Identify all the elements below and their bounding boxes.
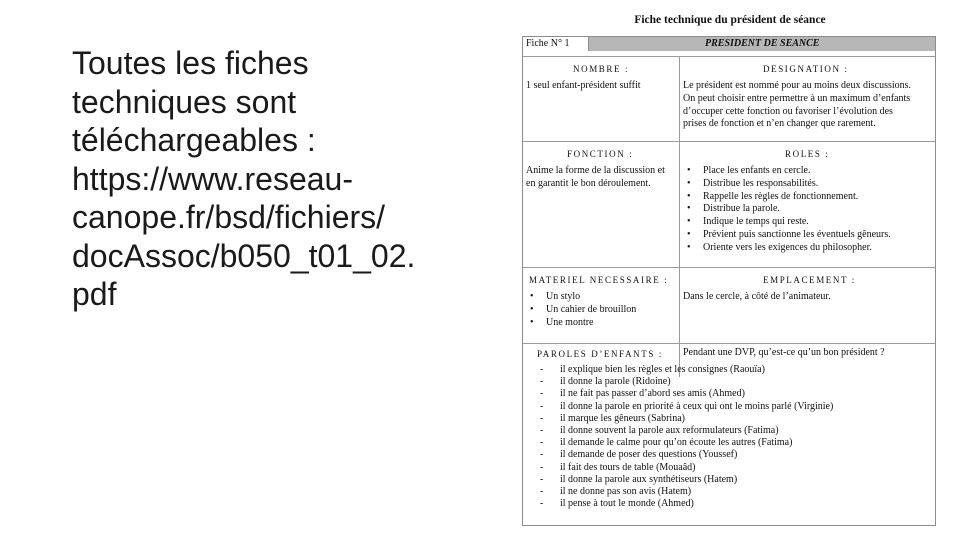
- list-item: • Rappelle les règles de fonctionnement.: [687, 190, 859, 202]
- list-item: - il donne la parole (Ridoine): [540, 376, 671, 388]
- dash-icon: -: [540, 437, 544, 449]
- nombre-header: NOMBRE :: [573, 64, 630, 74]
- fonction-header: FONCTION :: [567, 149, 634, 159]
- bullet-icon: •: [530, 303, 534, 315]
- bullet-icon: •: [530, 316, 534, 328]
- list-item: • Indique le temps qui reste.: [687, 216, 809, 228]
- dash-icon: -: [540, 449, 544, 461]
- bullet-icon: •: [687, 165, 691, 176]
- slide-line-url: docAssoc/b050_t01_02.: [72, 237, 416, 274]
- bullet-icon: •: [687, 216, 691, 228]
- dash-icon: -: [540, 376, 544, 388]
- dash-icon: -: [540, 473, 544, 485]
- bullet-icon: •: [530, 291, 534, 302]
- bullet-icon: •: [687, 203, 691, 215]
- designation-line: d’occuper cette fonction ou favoriser l’évolution des: [683, 105, 893, 117]
- list-item: - il ne fait pas passer d’abord ses amis (Ahmed): [540, 388, 745, 400]
- dash-icon: -: [540, 412, 544, 424]
- slide-line-url: pdf: [72, 276, 117, 312]
- dash-icon: -: [540, 388, 544, 400]
- row-divider: [523, 343, 935, 344]
- row-divider: [523, 267, 935, 268]
- slide-body-text: [72, 44, 492, 314]
- list-item: - il donne la parole en priorité à ceux qui ont le moins parlé (Virginie): [540, 400, 834, 412]
- list-item: • Une montre: [530, 316, 594, 328]
- row-divider: [523, 141, 935, 142]
- list-item: • Prévient puis sanctionne les éventuels gêneurs.: [687, 228, 891, 240]
- fonction-line: Anime la forme de la discussion et: [526, 165, 665, 176]
- fonction-line: en garantit le bon déroulement.: [526, 177, 651, 189]
- list-item: • Un stylo: [530, 291, 581, 302]
- emplacement-text: Dans le cercle, à côté de l’animateur.: [683, 291, 831, 302]
- fiche-table: [522, 36, 936, 526]
- list-item: • Oriente vers les exigences du philosopher.: [687, 241, 872, 253]
- column-divider: [679, 56, 680, 377]
- roles-list: [683, 165, 935, 255]
- list-item: • Distribue les responsabilités.: [687, 177, 819, 189]
- bullet-icon: •: [687, 177, 691, 189]
- dash-icon: -: [540, 425, 544, 437]
- designation-header: DESIGNATION :: [763, 64, 849, 74]
- dash-icon: -: [540, 461, 544, 473]
- row-divider: [523, 56, 935, 57]
- nombre-text: 1 seul enfant-président suffit: [526, 80, 641, 91]
- slide-line: téléchargeables :: [72, 122, 316, 158]
- paroles-question: Pendant une DVP, qu’est-ce qu’un bon président ?: [683, 347, 885, 358]
- designation-text: [683, 80, 935, 131]
- dash-icon: -: [540, 486, 544, 498]
- list-item: - il ne donne pas son avis (Hatem): [540, 486, 692, 498]
- list-item: - il pense à tout le monde (Ahmed): [540, 498, 694, 510]
- fiche-title: PRESIDENT DE SEANCE: [705, 38, 820, 49]
- roles-header: ROLES :: [785, 149, 830, 159]
- fiche-document-image: [520, 12, 936, 526]
- list-item: • Place les enfants en cercle.: [687, 165, 811, 176]
- list-item: - il fait des tours de table (Mouaâd): [540, 461, 696, 473]
- bullet-icon: •: [687, 228, 691, 240]
- list-item: • Distribue la parole.: [687, 203, 780, 215]
- slide-line: Toutes les fiches: [72, 45, 309, 81]
- bullet-icon: •: [687, 241, 691, 253]
- materiel-header: MATERIEL NECESSAIRE :: [529, 275, 669, 285]
- list-item: - il marque les gêneurs (Sabrina): [540, 412, 685, 424]
- fiche-number: Fiche N° 1: [523, 37, 589, 51]
- list-item: - il donne la parole aux synthétiseurs (Hatem): [540, 473, 738, 485]
- list-item: - il demande de poser des questions (Youssef): [540, 449, 738, 461]
- emplacement-header: EMPLACEMENT :: [763, 275, 856, 285]
- slide-line-url: canope.fr/bsd/fichiers/: [72, 199, 386, 235]
- paroles-list: [526, 364, 934, 510]
- document-title: Fiche technique du président de séance: [634, 14, 826, 26]
- list-item: • Un cahier de brouillon: [530, 303, 637, 315]
- slide-line-url: https://www.reseau-: [72, 160, 353, 197]
- designation-line: prises de fonction et n’en changer que rarement.: [683, 118, 876, 130]
- list-item: - il explique bien les règles et les consignes (Raouïa): [540, 364, 765, 375]
- dash-icon: -: [540, 364, 544, 375]
- designation-line: On peut choisir entre permettre à un maximum d’enfants: [683, 92, 911, 104]
- materiel-list: [526, 291, 678, 329]
- fonction-text: [526, 165, 665, 191]
- dash-icon: -: [540, 498, 544, 510]
- bullet-icon: •: [687, 190, 691, 202]
- list-item: - il demande le calme pour qu’on écoute les autres (Fatima): [540, 437, 793, 449]
- slide-line: techniques sont: [72, 83, 297, 120]
- list-item: - il donne souvent la parole aux reformulateurs (Fatima): [540, 425, 779, 437]
- paroles-header: PAROLES D’ENFANTS :: [537, 349, 663, 359]
- designation-line: Le président est nommé pour au moins deux discussions.: [683, 80, 912, 91]
- fiche-header-bar: [523, 37, 935, 51]
- dash-icon: -: [540, 400, 544, 412]
